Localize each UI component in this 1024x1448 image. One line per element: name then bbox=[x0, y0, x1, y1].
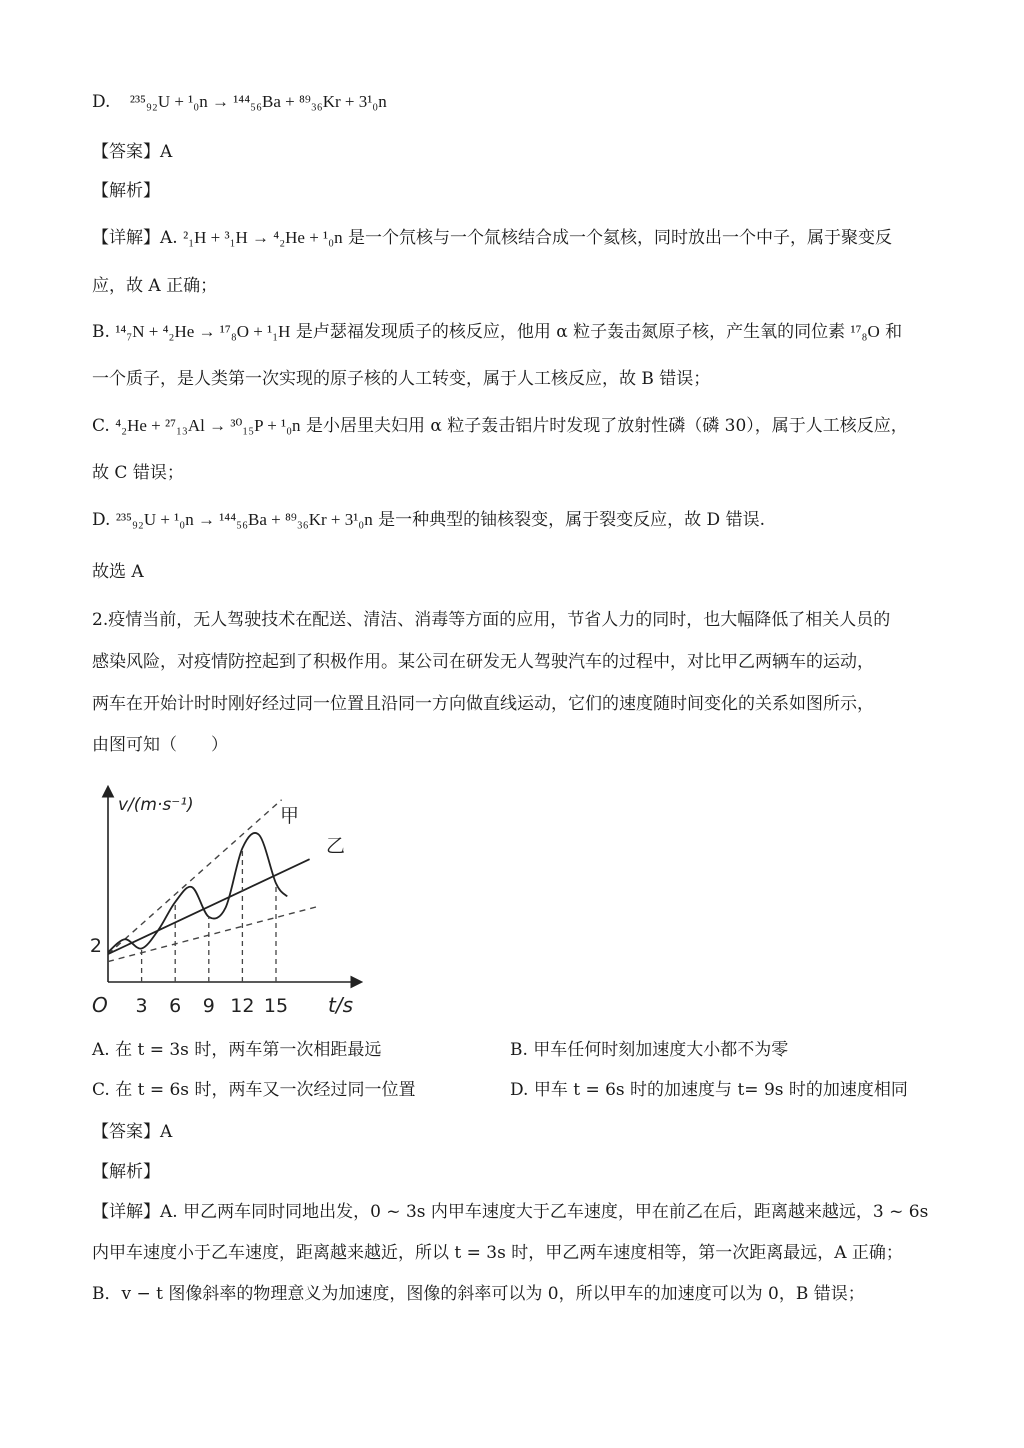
q1-option-d-label: D. bbox=[92, 92, 111, 112]
q1-detail-d-prefix: D. bbox=[92, 510, 111, 530]
q1-detail-b-text: 是卢瑟福发现质子的核反应，他用 α 粒子轰击氮原子核，产生氧的同位素 bbox=[295, 322, 846, 342]
dashed-envelope-line bbox=[108, 800, 282, 954]
q1-option-d-equation: ²³⁵₉₂U + ¹₀n → ¹⁴⁴₅₆Ba + ⁸⁹₃₆Kr + 3¹₀n bbox=[129, 92, 387, 111]
x-tick-label: 6 bbox=[169, 995, 182, 1017]
q1-detail-a bbox=[92, 226, 892, 250]
q1-detail-prefix: 【详解】A. bbox=[92, 228, 178, 248]
q1-detail-c-prefix: C. bbox=[92, 416, 110, 436]
q1-detail-b-isotope: ¹⁷₈O bbox=[850, 322, 880, 341]
q1-detail-a-cont: 应，故 A 正确； bbox=[92, 276, 218, 296]
q1-equation-a: ²₁H + ³₁H → ⁴₂He + ¹₀n bbox=[183, 228, 343, 247]
q1-detail-c bbox=[92, 414, 908, 438]
q1-analysis-heading: 【解析】 bbox=[92, 181, 160, 201]
q2-stem-line-3: 两车在开始计时时刚好经过同一位置且沿同一方向做直线运动，它们的速度随时间变化的关系如图所示， bbox=[92, 694, 874, 714]
q1-option-d bbox=[92, 90, 387, 114]
series-yi-line bbox=[108, 859, 310, 954]
q2-stem-line-2: 感染风险，对疫情防控起到了积极作用。某公司在研发无人驾驶汽车的过程中，对比甲乙两辆车的运动， bbox=[92, 652, 874, 672]
q2-detail-line-1: 【详解】A. 甲乙两车同时同地出发，0 ~ 3s 内甲车速度大于乙车速度，甲在前乙在后，距离越来越远，3 ~ 6s bbox=[92, 1202, 929, 1222]
vt-chart bbox=[88, 770, 408, 1030]
q1-detail-b bbox=[92, 320, 902, 344]
q2-detail-line-3: B．v − t 图像斜率的物理意义为加速度，图像的斜率可以为 0，所以甲车的加速度可以为 0，B 错误； bbox=[92, 1284, 865, 1304]
q2-option-b: B. 甲车任何时刻加速度大小都不为零 bbox=[510, 1040, 789, 1060]
q1-detail-b-prefix: B. bbox=[92, 322, 110, 342]
q2-answer: 【答案】A bbox=[92, 1122, 173, 1142]
q2-detail-line-2: 内甲车速度小于乙车速度，距离越来越近，所以 t = 3s 时，甲乙两车速度相等，第一次距离最远，A 正确； bbox=[92, 1243, 903, 1263]
q1-detail-a-text: 是一个氘核与一个氚核结合成一个氦核，同时放出一个中子，属于聚变反 bbox=[347, 228, 892, 248]
q1-equation-b: ¹⁴₇N + ⁴₂He → ¹⁷₈O + ¹₁H bbox=[115, 322, 291, 341]
q1-detail-c-text: 是小居里夫妇用 α 粒子轰击铝片时发现了放射性磷（磷 30），属于人工核反应， bbox=[305, 416, 908, 436]
x-tick-label: 9 bbox=[202, 995, 215, 1017]
q2-option-a: A. 在 t = 3s 时，两车第一次相距最远 bbox=[92, 1040, 382, 1060]
q2-stem-line-4: 由图可知（ ） bbox=[92, 735, 228, 755]
q1-detail-c-cont: 故 C 错误； bbox=[92, 463, 184, 483]
q1-equation-d: ²³⁵₉₂U + ¹₀n → ¹⁴⁴₅₆Ba + ⁸⁹₃₆Kr + 3¹₀n bbox=[115, 510, 373, 529]
q1-detail-d bbox=[92, 508, 765, 532]
x-tick-label: 3 bbox=[135, 995, 148, 1017]
q2-analysis-heading: 【解析】 bbox=[92, 1162, 160, 1182]
q1-detail-b-cont: 一个质子，是人类第一次实现的原子核的人工转变，属于人工核反应，故 B 错误； bbox=[92, 369, 711, 389]
dashed-envelope-line bbox=[108, 906, 321, 962]
q1-detail-d-text: 是一种典型的铀核裂变，属于裂变反应，故 D 错误. bbox=[378, 510, 765, 530]
q2-option-c: C. 在 t = 6s 时，两车又一次经过同一位置 bbox=[92, 1080, 416, 1100]
chart-ylabel: v/(m·s⁻¹) bbox=[118, 795, 194, 815]
q1-detail-b-end: 和 bbox=[885, 322, 903, 342]
y-tick-label: 2 bbox=[89, 934, 102, 957]
q2-option-d: D. 甲车 t = 6s 时的加速度与 t= 9s 时的加速度相同 bbox=[510, 1080, 908, 1100]
q1-answer: 【答案】A bbox=[92, 142, 173, 162]
q1-choice: 故选 A bbox=[92, 562, 144, 582]
x-tick-label: 12 bbox=[230, 995, 255, 1017]
chart-xlabel: t/s bbox=[328, 993, 353, 1017]
series-label-jia: 甲 bbox=[280, 805, 300, 827]
series-jia-curve bbox=[108, 833, 287, 952]
series-label-yi: 乙 bbox=[326, 835, 346, 857]
q1-equation-c: ⁴₂He + ²⁷₁₃Al → ³⁰₁₅P + ¹₀n bbox=[115, 416, 301, 435]
chart-origin-label: O bbox=[92, 993, 108, 1017]
x-tick-label: 15 bbox=[263, 995, 289, 1017]
q2-stem-line-1: 2.疫情当前，无人驾驶技术在配送、清洁、消毒等方面的应用，节省人力的同时，也大幅降低了相关人员的 bbox=[92, 610, 891, 630]
